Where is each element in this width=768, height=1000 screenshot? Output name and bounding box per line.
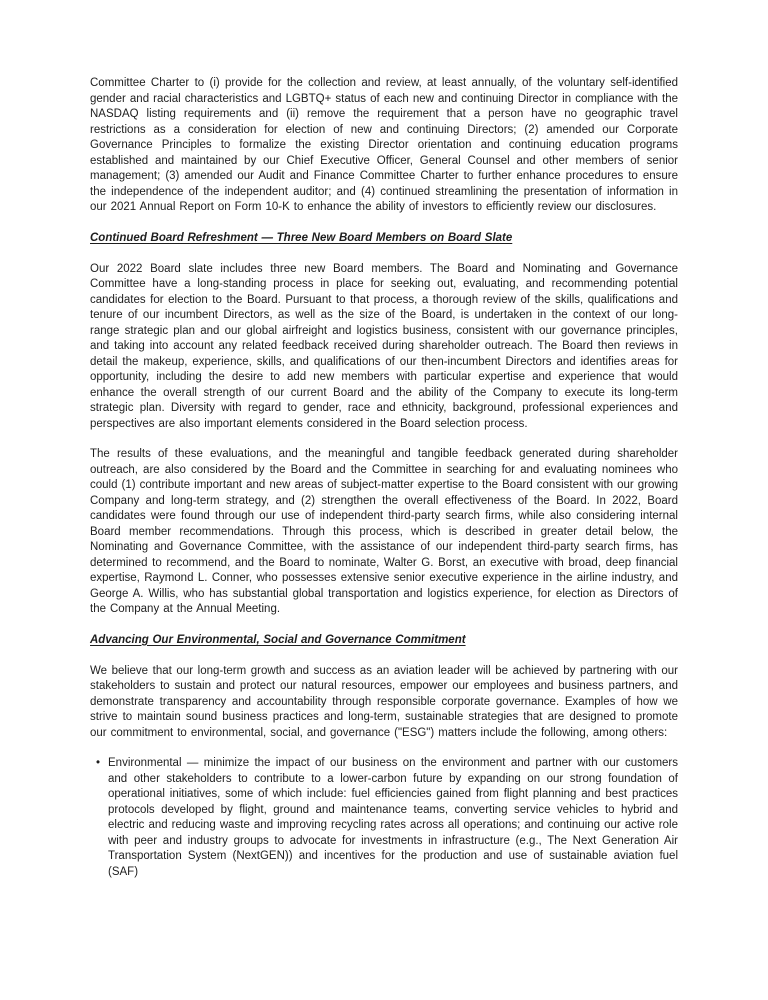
paragraph-evaluations: The results of these evaluations, and the meaningful and tangible feedback generated during shareholder outreach, are also considered by the Board and the Committee in searching for and evaluating nominees who could (1) contribute important and new areas of subject-matter expertise to the Board consistent with our growing Company and long-term strategy, and (2) strengthen the overall effectiveness of the Board. In 2022, Board candidates were found through our use of independent third-party search firms, while also considering internal Board member recommendations. Through this process, which is described in greater detail below, the Nominating and Governance Committee, with the assistance of our independent third-party search firms, has determined to recommend, and the Board to nominate, Walter G. Borst, an executive with broad, deep financial expertise, Raymond L. Conner, who possesses extensive senior executive experience in the airline industry, and George A. Willis, who has substantial global transportation and logistics experience, for election as Directors of the Company at the Annual Meeting. [90, 448, 678, 615]
paragraph-esg-intro: We believe that our long-term growth and success as an aviation leader will be achieved by partnering with our stakeholders to sustain and protect our natural resources, empower our employees and business partners, and demonstrate transparency and accountability through responsible corporate governance. Examples of how we strive to maintain sound business practices and long-term, sustainable strategies that are designed to promote our commitment to environmental, social, and governance ("ESG") matters include the following, among others: [90, 664, 678, 739]
bullet-item-environmental [90, 756, 678, 880]
bullet-text-environmental: Environmental — minimize the impact of our business on the environment and partner with our customers and other stakeholders to contribute to a lower-carbon future by expanding on our strong foundation of operational initiatives, some of which include: fuel efficiencies gained from flight planning and best practices protocols developed by flight, ground and maintenance teams, converting service vehicles to hybrid and electric and reducing waste and improving recycling rates across all operations; and continuing our active role with peer and industry groups to advocate for investments in infrastructure (e.g., The Next Generation Air Transportation System (NextGEN)) and incentives for the production and use of sustainable aviation fuel (SAF) [108, 757, 678, 878]
heading-board-refreshment: Continued Board Refreshment — Three New Board Members on Board Slate [90, 231, 513, 244]
paragraph-committee-charter: Committee Charter to (i) provide for the collection and review, at least annually, of the voluntary self-identified gender and racial characteristics and LGBTQ+ status of each new and continuing Director in compliance with the NASDAQ listing requirements and (ii) remove the requirement that a person have no geographic travel restrictions as a consideration for election of new and continuing Directors; (2) amended our Corporate Governance Principles to formalize the existing Director orientation and continuing education programs established and maintained by our Chief Executive Officer, General Counsel and other members of senior management; (3) amended our Audit and Finance Committee Charter to further enhance procedures to ensure the independence of the independent auditor; and (4) continued streamlining the presentation of information in our 2021 Annual Report on Form 10-K to enhance the ability of investors to efficiently review our disclosures. [90, 77, 678, 213]
bullet-marker-icon: • [96, 757, 101, 769]
paragraph-board-slate: Our 2022 Board slate includes three new Board members. The Board and Nominating and Governance Committee have a long-standing process in place for seeking out, evaluating, and recommending potential candidates for election to the Board. Pursuant to that process, a thorough review of the skills, qualifications and tenure of our incumbent Directors, as well as the size of the Board, is undertaken in the context of our long-range strategic plan and our global airfreight and logistics business, consistent with our governance principles, and taking into account any related feedback received during shareholder outreach. The Board then reviews in detail the makeup, experience, skills, and qualifications of our then-incumbent Directors and identifies areas for opportunity, including the desire to add new members with particular expertise and experience that would enhance the overall strength of our current Board and the ability of the Company to execute its long-term strategic plan. Diversity with regard to gender, race and ethnicity, background, professional experiences and perspectives are also important elements considered in the Board selection process. [90, 262, 678, 430]
heading-esg-commitment: Advancing Our Environmental, Social and Governance Commitment [90, 633, 466, 646]
